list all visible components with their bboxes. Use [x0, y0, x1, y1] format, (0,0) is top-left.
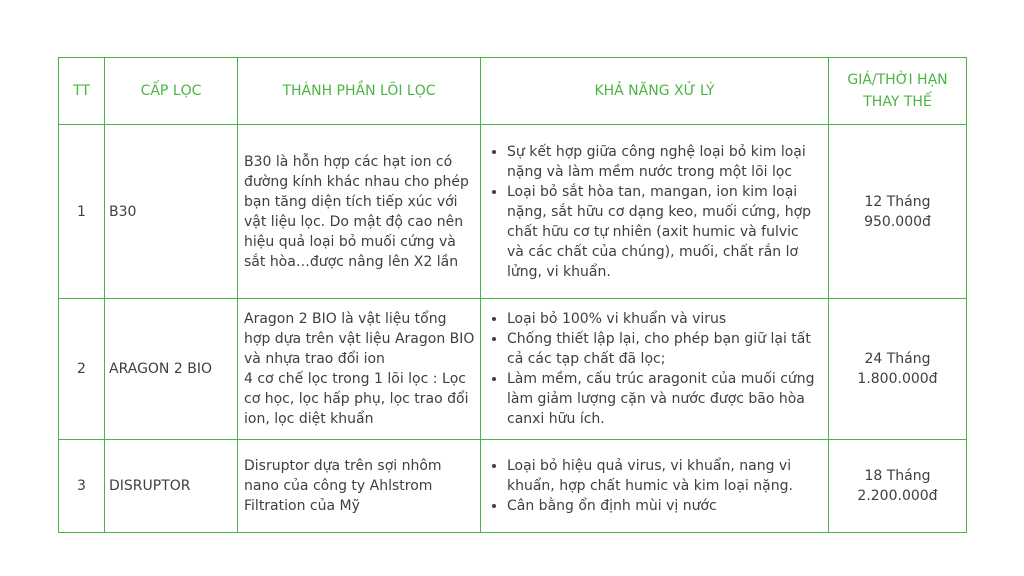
header-tt: TT	[59, 58, 105, 125]
filter-composition: Disruptor dựa trên sợi nhôm nano của công ty Ahlstrom Filtration của Mỹ	[238, 440, 481, 533]
ability-item: • Loại bỏ hiệu quả virus, vi khuẩn, nang vi khuẩn, hợp chất humic và kim loại nặng.	[507, 456, 818, 496]
price-cell	[829, 125, 967, 299]
table-row	[59, 125, 967, 299]
price: 1.800.000đ	[857, 371, 938, 387]
filter-ability	[481, 299, 829, 440]
filter-composition: B30 là hỗn hợp các hạt ion có đường kính khác nhau cho phép bạn tăng diện tích tiếp xúc với vật liệu lọc. Do mật độ cao nên hiệu quả loại bỏ muối cứng và sắt hòa…được nâng lên X2 lần	[238, 125, 481, 299]
filter-comparison-table	[58, 57, 967, 533]
table-row	[59, 299, 967, 440]
filter-level: ARAGON 2 BIO	[105, 299, 238, 440]
price: 950.000đ	[864, 213, 931, 230]
filter-level: B30	[105, 125, 238, 299]
row-number: 2	[59, 299, 105, 440]
price-cell	[829, 299, 967, 440]
ability-item: • Cân bằng ổn định mùi vị nước	[507, 496, 818, 516]
price-cell	[829, 440, 967, 533]
ability-list	[487, 142, 818, 282]
filter-ability	[481, 440, 829, 533]
table-row	[59, 440, 967, 533]
header-kha-nang: KHẢ NĂNG XỬ LÝ	[481, 58, 829, 125]
row-number: 1	[59, 125, 105, 299]
ability-item: • Sự kết hợp giữa công nghệ loại bỏ kim loại nặng và làm mềm nước trong một lõi lọc	[507, 142, 818, 182]
ability-item: • Loại bỏ sắt hòa tan, mangan, ion kim loại nặng, sắt hữu cơ dạng keo, muối cứng, hợp chất hữu cơ tự nhiên (axit humic và fulvic và các chất của chúng), muối, chất rắn lơ lửng, vi khuẩn.	[507, 182, 818, 282]
ability-item: • Loại bỏ 100% vi khuẩn và virus	[507, 309, 818, 329]
ability-item: • Làm mềm, cấu trúc aragonit của muối cứng làm giảm lượng cặn và nước được bão hòa canxi hữu ích.	[507, 369, 818, 429]
filter-level: DISRUPTOR	[105, 440, 238, 533]
composition-text: Aragon 2 BIO là vật liệu tổng hợp dựa trên vật liệu Aragon BIO và nhựa trao đổi ion	[244, 311, 475, 367]
ability-item: • Chống thiết lập lại, cho phép bạn giữ lại tất cả các tạp chất đã lọc;	[507, 329, 818, 369]
header-cap-loc: CẤP LỌC	[105, 58, 238, 125]
header-thanh-phan: THÀNH PHẦN LÕI LỌC	[238, 58, 481, 125]
table-header-row	[59, 58, 967, 125]
filter-composition	[238, 299, 481, 440]
ability-list	[487, 309, 818, 429]
ability-list	[487, 456, 818, 516]
price: 2.200.000đ	[857, 488, 938, 504]
header-gia-line1: GIÁ/THỜI HẠN	[847, 72, 948, 88]
replacement-period: 18 Tháng	[864, 468, 931, 484]
header-gia-thoi-han	[829, 58, 967, 125]
replacement-period: 12 Tháng	[864, 193, 931, 210]
replacement-period: 24 Tháng	[864, 351, 931, 367]
filter-ability	[481, 125, 829, 299]
row-number: 3	[59, 440, 105, 533]
header-gia-line2: THAY THẾ	[863, 94, 932, 110]
composition-text: 4 cơ chế lọc trong 1 lõi lọc : Lọc cơ học, lọc hấp phụ, lọc trao đổi ion, lọc diệt khuẩn	[244, 371, 469, 427]
